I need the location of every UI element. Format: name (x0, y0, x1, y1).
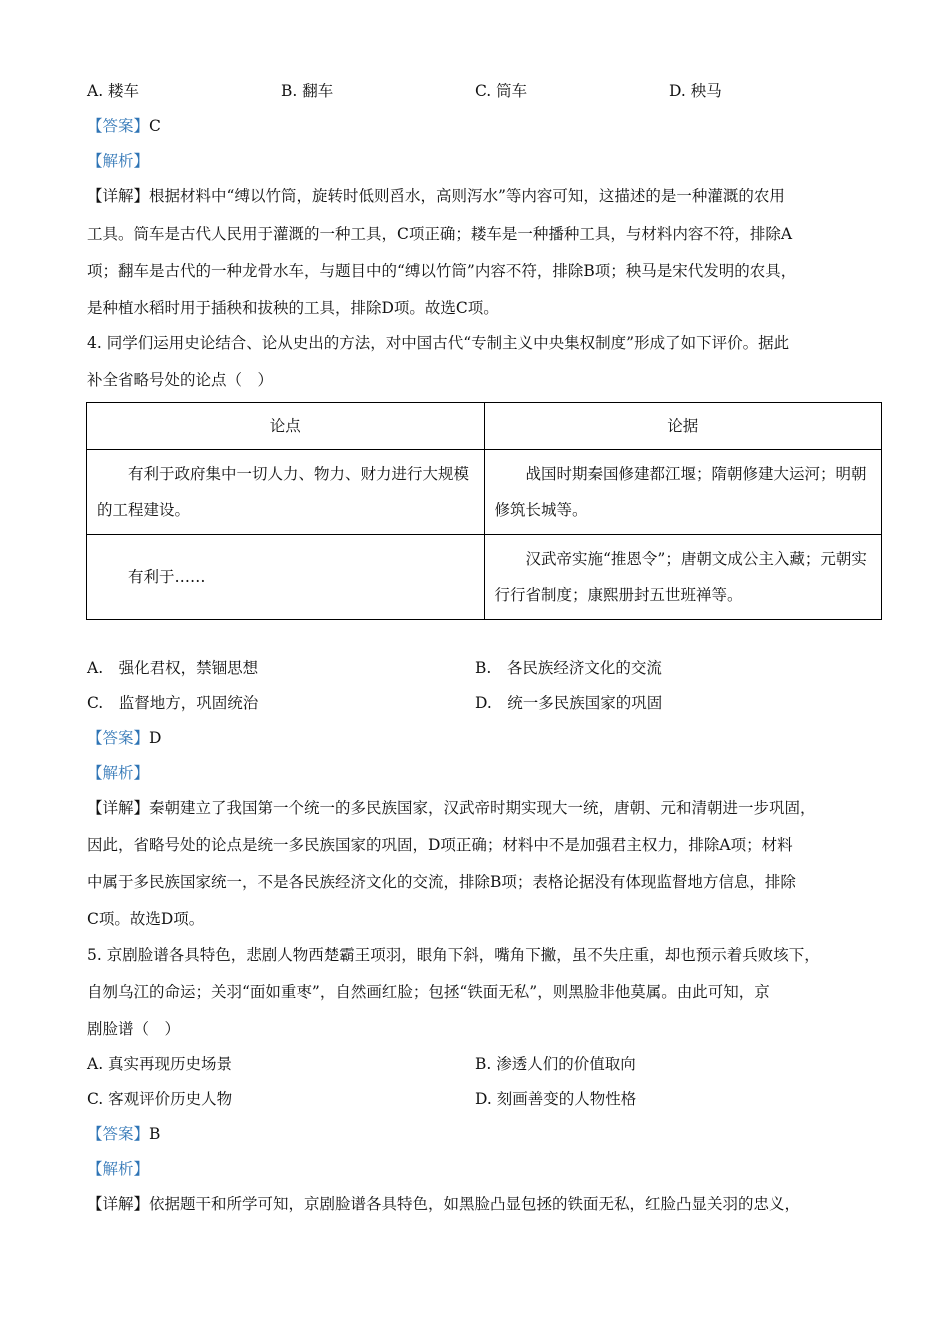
table-cell: 战国时期秦国修建都江堰；隋朝修建大运河；明朝修筑长城等。 (484, 450, 882, 535)
q4-detail-line (87, 798, 816, 818)
answer-value: B (149, 1125, 161, 1143)
detail-tag: 【详解】 (87, 799, 150, 817)
q4-stem-line: 补全省略号处的论点（ ） (87, 371, 274, 389)
q3-detail-line: 工具。筒车是古代人民用于灌溉的一种工具，C项正确；耧车是一种播种工具，与材料内容不符，排除A (87, 225, 793, 243)
q5-detail-line (87, 1194, 800, 1214)
q4-option-b: B. 各民族经济文化的交流 (475, 659, 662, 677)
table-cell: 有利于政府集中一切人力、物力、财力进行大规模的工程建设。 (87, 450, 485, 535)
q4-detail-line: 因此，省略号处的论点是统一多民族国家的巩固，D项正确；材料中不是加强君主权力，排除A项；材料 (87, 836, 793, 854)
q4-detail-line: C项。故选D项。 (87, 910, 205, 928)
q4-answer (87, 728, 161, 748)
q4-detail-line: 中属于多民族国家统一，不是各民族经济文化的交流，排除B项；表格论据没有体现监督地方信息，排除 (87, 873, 796, 891)
answer-value: C (149, 117, 161, 135)
analysis-tag: 【解析】 (87, 152, 150, 170)
q3-detail-line (87, 186, 785, 206)
detail-text: 依据题干和所学可知，京剧脸谱各具特色，如黑脸凸显包拯的铁面无私，红脸凸显关羽的忠义， (149, 1195, 801, 1213)
q5-stem-line: 剧脸谱（ ） (87, 1020, 181, 1038)
table-row (87, 535, 882, 620)
q4-analysis (87, 763, 149, 783)
table-cell: 有利于…… (87, 535, 485, 620)
q3-option-b: B. 翻车 (281, 82, 334, 100)
q4-option-d: D. 统一多民族国家的巩固 (475, 694, 663, 712)
q4-option-a: A. 强化君权，禁锢思想 (87, 659, 259, 677)
q3-option-c: C. 筒车 (475, 82, 528, 100)
answer-tag: 【答案】 (87, 117, 150, 135)
q3-option-a: A. 耧车 (87, 82, 140, 100)
q4-table (86, 402, 882, 620)
answer-tag: 【答案】 (87, 1125, 150, 1143)
q5-option-c: C. 客观评价历史人物 (87, 1090, 233, 1108)
answer-tag: 【答案】 (87, 729, 150, 747)
q5-stem-line: 5. 京剧脸谱各具特色，悲剧人物西楚霸王项羽，眼角下斜，嘴角下撇，虽不失庄重，却也预示着兵败垓下， (87, 946, 820, 964)
answer-value: D (149, 729, 162, 747)
q5-option-a: A. 真实再现历史场景 (87, 1055, 233, 1073)
table-header-cell: 论据 (484, 403, 882, 450)
q5-option-b: B. 渗透人们的价值取向 (475, 1055, 636, 1073)
q3-answer (87, 116, 161, 136)
analysis-tag: 【解析】 (87, 1160, 150, 1178)
detail-tag: 【详解】 (87, 1195, 150, 1213)
table-header-row (87, 403, 882, 450)
table-row (87, 450, 882, 535)
q5-analysis (87, 1159, 149, 1179)
q5-stem-line: 自刎乌江的命运；关羽“面如重枣”，自然画红脸；包拯“铁面无私”，则黑脸非他莫属。由此可知，京 (87, 983, 770, 1001)
analysis-tag: 【解析】 (87, 764, 150, 782)
table-cell: 汉武帝实施“推恩令”；唐朝文成公主入藏；元朝实行行省制度；康熙册封五世班禅等。 (484, 535, 882, 620)
q5-answer (87, 1124, 160, 1144)
q3-detail-line: 是种植水稻时用于插秧和拔秧的工具，排除D项。故选C项。 (87, 299, 499, 317)
q4-option-c: C. 监督地方，巩固统治 (87, 694, 259, 712)
detail-text: 秦朝建立了我国第一个统一的多民族国家，汉武帝时期实现大一统，唐朝、元和清朝进一步巩固， (149, 799, 816, 817)
q3-analysis (87, 151, 149, 171)
detail-text: 根据材料中“缚以竹筒，旋转时低则舀水，高则泻水”等内容可知，这描述的是一种灌溉的农用 (149, 187, 785, 205)
q5-option-d: D. 刻画善变的人物性格 (475, 1090, 637, 1108)
q4-stem-line: 4. 同学们运用史论结合、论从史出的方法，对中国古代“专制主义中央集权制度”形成了如下评价。据此 (87, 334, 790, 352)
q3-detail-line: 项；翻车是古代的一种龙骨水车，与题目中的“缚以竹筒”内容不符，排除B项；秧马是宋代发明的农具， (87, 262, 797, 280)
detail-tag: 【详解】 (87, 187, 150, 205)
q3-option-d: D. 秧马 (669, 82, 722, 100)
table-header-cell: 论点 (87, 403, 485, 450)
